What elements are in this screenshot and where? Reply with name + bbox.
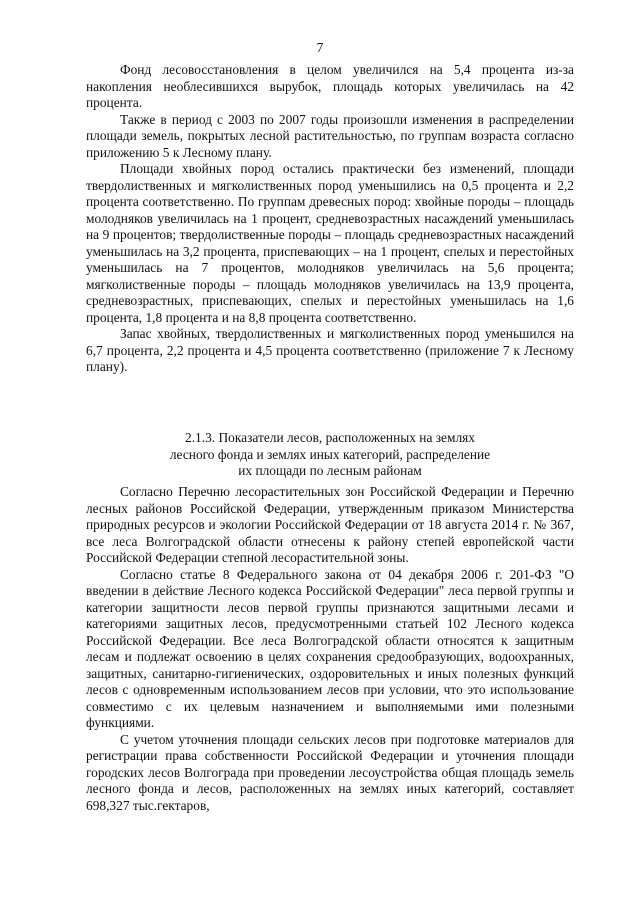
text-block-2 [86, 484, 574, 814]
text-block-1 [86, 62, 574, 376]
section-heading-line-2: лесного фонда и землях иных категорий, распределение [169, 446, 491, 462]
section-heading-line-3: их площади по лесным районам [238, 463, 422, 478]
section-heading-line-1: 2.1.3. Показатели лесов, расположенных на землях [185, 430, 475, 445]
paragraph-reforestation-fund: Фонд лесовосстановления в целом увеличился на 5,4 процента из-за накопления необлесившихся вырубок, площадь которых увеличилась на 42 процента. [86, 62, 574, 110]
page-number: 7 [316, 40, 324, 55]
section-heading [86, 430, 574, 480]
paragraph-total-area: С учетом уточнения площади сельских лесов при подготовке материалов для регистрации права собственности Российской Федерации и уточнения площади городских лесов Волгограда при проведении лесоустройства общая площадь земель лесного фонда и лесов, расположенных на землях иных категорий, составляет 698,327 тыс.гектаров, [86, 731, 574, 813]
paragraph-forest-zones: Согласно Перечню лесорастительных зон Российской Федерации и Перечню лесных районов Российской Федерации, утвержденным приказом Министерства природных ресурсов и экологии Российской Федерации от 18 августа 2014 г. № 367, все леса Волгоградской области отнесены к району степей европейской части Российской Федерации степной лесорастительной зоны. [86, 484, 574, 565]
paragraph-species-areas: Площади хвойных пород остались практически без изменений, площади твердолиственных и мягколиственных пород уменьшились на 0,5 процента и 2,2 процента соответственно. По группам древесных пород: хвойные породы – площадь молодняков увеличилась на 1 процент, средневозрастных насаждений уменьшилась на 9 процентов; твердолиственные породы – площадь средневозрастных насаждений уменьшилась на 3,2 процента, приспевающих – на 1 процент, спелых и перестойных уменьшилась на 7 процентов, молодняков увеличилась на 5,6 процента; мягколиственные породы – площадь молодняков увеличилась на 13,9 процента, средневозрастных, приспевающих, спелых и перестойных уменьшилась на 1,6 процента, 1,8 процента и на 8,8 процента соответственно. [86, 161, 574, 325]
paragraph-protective-forests: Согласно статье 8 Федерального закона от 04 декабря 2006 г. 201-ФЗ "О введении в действие Лесного кодекса Российской Федерации" леса первой группы и категории защитности лесов первой группы признаются защитными лесами и категориями защитных лесов, предусмотренными статьей 102 Лесного кодекса Российской Федерации. Все леса Волгоградской области относятся к защитным лесам и подлежат освоению в целях сохранения средообразующих, водоохранных, защитных, санитарно-гигиенических, оздоровительных и иных полезных функций лесов с одновременным использованием лесов при условии, что это использование совместимо с их целевым назначением и выполняемыми ими полезными функциями. [86, 566, 574, 730]
paragraph-timber-stock: Запас хвойных, твердолиственных и мягколиственных пород уменьшился на 6,7 процента, 2,2 процента и 4,5 процента соответственно (приложение 7 к Лесному плану). [86, 326, 574, 374]
paragraph-age-distribution: Также в период с 2003 по 2007 годы произошли изменения в распределении площади земель, покрытых лесной растительностью, по группам возраста согласно приложению 5 к Лесному плану. [86, 111, 574, 160]
